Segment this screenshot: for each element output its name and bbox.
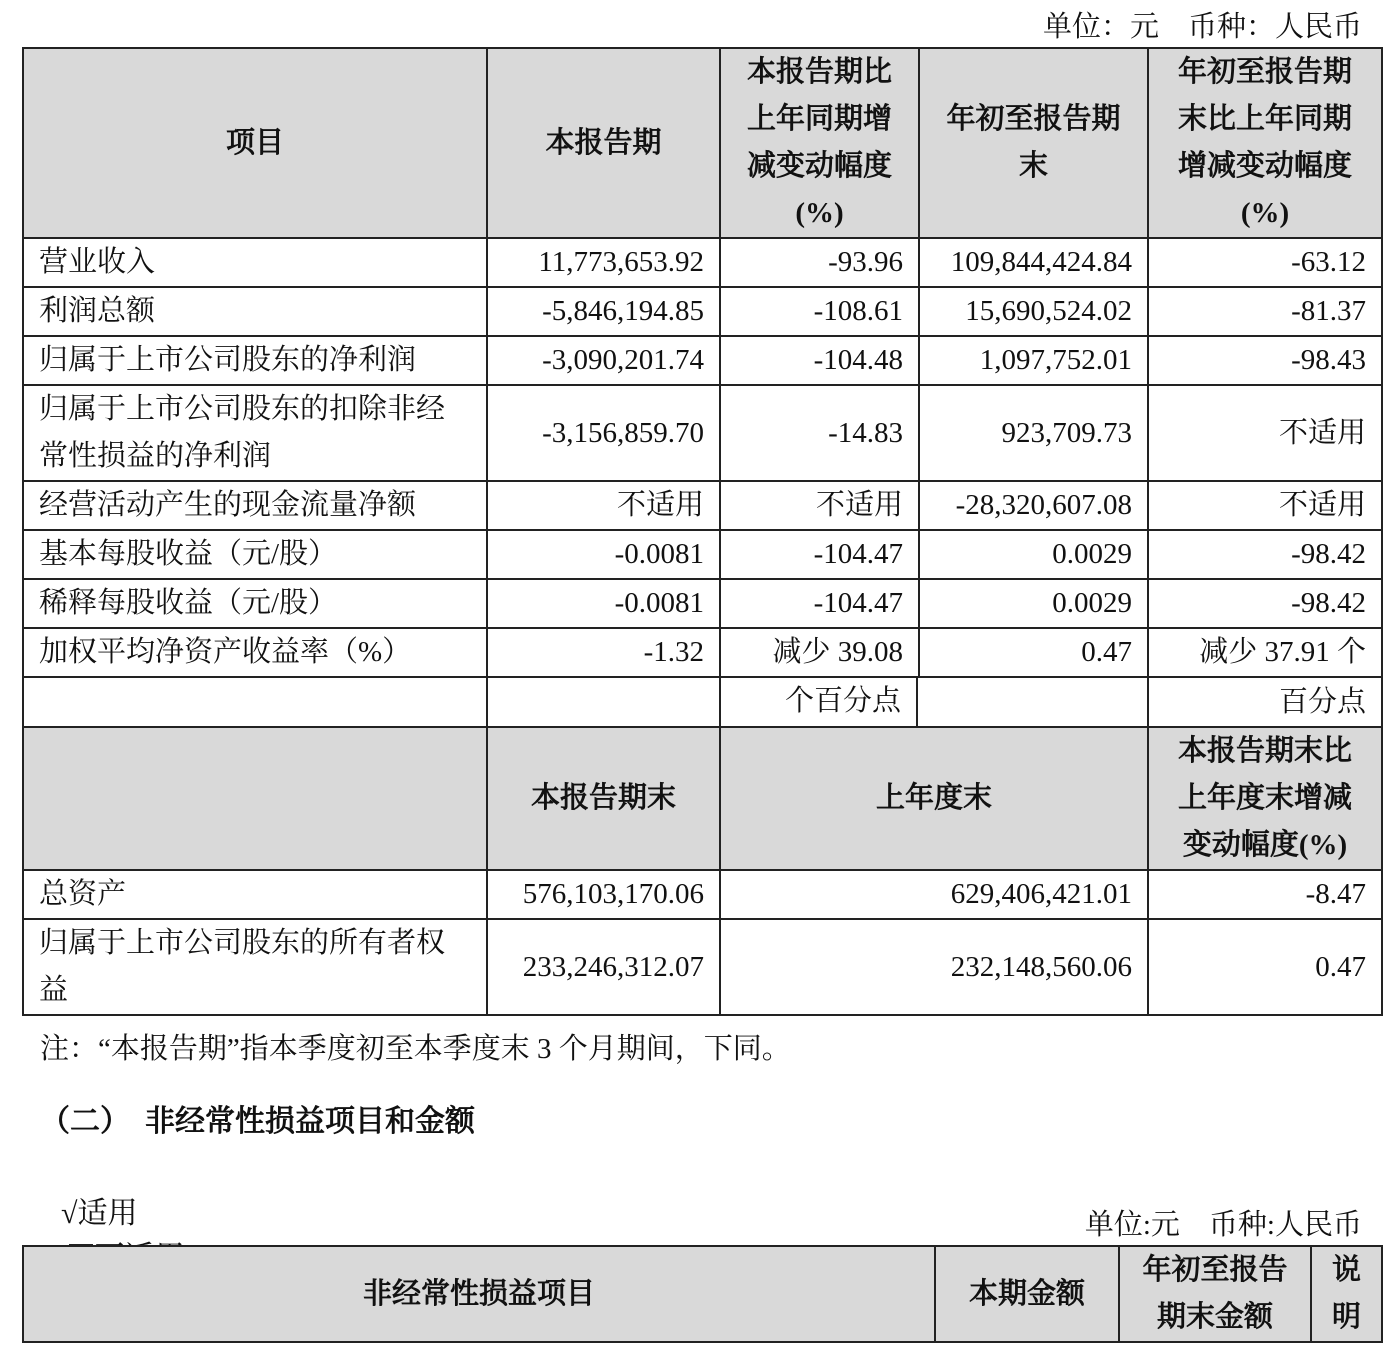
cell-value: -98.43 — [1148, 336, 1382, 385]
cell-value: -0.0081 — [487, 579, 720, 628]
footnote: 注：“本报告期”指本季度初至本季度末 3 个月期间，下同。 — [40, 1033, 791, 1065]
applicable-checkmark: √ — [61, 1197, 78, 1230]
key-financial-data-table — [22, 47, 1383, 678]
row-label: 总资产 — [23, 870, 487, 919]
cell-value: 0.0029 — [919, 530, 1148, 579]
cell-value: -3,156,859.70 — [487, 385, 720, 481]
header-non-recurring-item: 非经常性损益项目 — [23, 1246, 935, 1342]
cell-value: 15,690,524.02 — [919, 287, 1148, 336]
cell-value: -104.47 — [720, 530, 919, 579]
unit-currency-label: 单位：元 币种：人民币 — [1042, 11, 1362, 43]
row-label: 营业收入 — [23, 238, 487, 287]
table-row — [23, 919, 1382, 1015]
cell-value: -0.0081 — [487, 530, 720, 579]
cell-value: 不适用 — [1148, 481, 1382, 530]
header-year-to-date-change: 年初至报告期末比上年同期增减变动幅度(%) — [1148, 48, 1382, 238]
cell-value: 0.47 — [1148, 919, 1382, 1015]
row-label: 利润总额 — [23, 287, 487, 336]
row-label: 经营活动产生的现金流量净额 — [23, 481, 487, 530]
header-notes: 说明 — [1311, 1246, 1382, 1342]
cell-value: 11,773,653.92 — [487, 238, 720, 287]
header-blank — [23, 727, 487, 870]
overflow-row — [23, 677, 1382, 727]
header-ytd-amount: 年初至报告期末金额 — [1119, 1246, 1311, 1342]
cell-value: -81.37 — [1148, 287, 1382, 336]
cell-value: 109,844,424.84 — [919, 238, 1148, 287]
overflow-cell — [487, 677, 720, 727]
header-current-period-change: 本报告期比上年同期增减变动幅度(%) — [720, 48, 919, 238]
header-prior-year-end: 上年度末 — [720, 727, 1148, 870]
cell-value: -98.42 — [1148, 579, 1382, 628]
header-year-to-date: 年初至报告期末 — [919, 48, 1148, 238]
row-label: 归属于上市公司股东的扣除非经常性损益的净利润 — [23, 385, 487, 481]
cell-value: 233,246,312.07 — [487, 919, 720, 1015]
header-current-amount: 本期金额 — [935, 1246, 1119, 1342]
cell-value: 923,709.73 — [919, 385, 1148, 481]
cell-value: -8.47 — [1148, 870, 1382, 919]
cell-value: -63.12 — [1148, 238, 1382, 287]
row-label: 归属于上市公司股东的所有者权益 — [23, 919, 487, 1015]
cell-value: 不适用 — [487, 481, 720, 530]
section-heading: （二） 非经常性损益项目和金额 — [40, 1105, 475, 1138]
cell-value: -104.47 — [720, 579, 919, 628]
cell-value: 629,406,421.01 — [720, 870, 1148, 919]
row-label: 加权平均净资产收益率（%） — [23, 628, 487, 677]
table-row — [23, 287, 1382, 336]
header-current-period: 本报告期 — [487, 48, 720, 238]
overflow-cell: 个百分点 — [721, 678, 918, 726]
cell-value: 1,097,752.01 — [919, 336, 1148, 385]
overflow-cell — [23, 677, 487, 727]
header-item: 项目 — [23, 48, 487, 238]
cell-value: -98.42 — [1148, 530, 1382, 579]
table-row — [23, 481, 1382, 530]
table-row — [23, 238, 1382, 287]
row-label: 归属于上市公司股东的净利润 — [23, 336, 487, 385]
cell-value: 232,148,560.06 — [720, 919, 1148, 1015]
cell-value: -93.96 — [720, 238, 919, 287]
table-row — [23, 870, 1382, 919]
header-period-end-change: 本报告期末比上年度末增减变动幅度(%) — [1148, 727, 1382, 870]
table-row — [23, 530, 1382, 579]
non-recurring-items-table — [22, 1245, 1383, 1343]
row-label: 稀释每股收益（元/股） — [23, 579, 487, 628]
cell-value: 减少 37.91 个 — [1148, 628, 1382, 677]
header-period-end: 本报告期末 — [487, 727, 720, 870]
cell-value: 576,103,170.06 — [487, 870, 720, 919]
table-row — [23, 385, 1382, 481]
overflow-cell: 百分点 — [1148, 677, 1382, 727]
cell-value: -1.32 — [487, 628, 720, 677]
cell-value: 0.0029 — [919, 579, 1148, 628]
cell-value: 不适用 — [1148, 385, 1382, 481]
table-row — [23, 336, 1382, 385]
assets-equity-table — [22, 676, 1383, 1016]
overflow-cell — [918, 678, 1147, 726]
cell-value: -3,090,201.74 — [487, 336, 720, 385]
applicable-label: 适用 — [77, 1197, 138, 1230]
cell-value: -104.48 — [720, 336, 919, 385]
cell-value: 不适用 — [720, 481, 919, 530]
row-label: 基本每股收益（元/股） — [23, 530, 487, 579]
cell-value: -28,320,607.08 — [919, 481, 1148, 530]
cell-value: -108.61 — [720, 287, 919, 336]
cell-value: 减少 39.08 — [720, 628, 919, 677]
cell-value: -14.83 — [720, 385, 919, 481]
cell-value: 0.47 — [919, 628, 1148, 677]
cell-value: -5,846,194.85 — [487, 287, 720, 336]
table-row — [23, 628, 1382, 677]
table-row — [23, 579, 1382, 628]
unit-currency-label-2: 单位:元 币种:人民币 — [1084, 1209, 1362, 1241]
